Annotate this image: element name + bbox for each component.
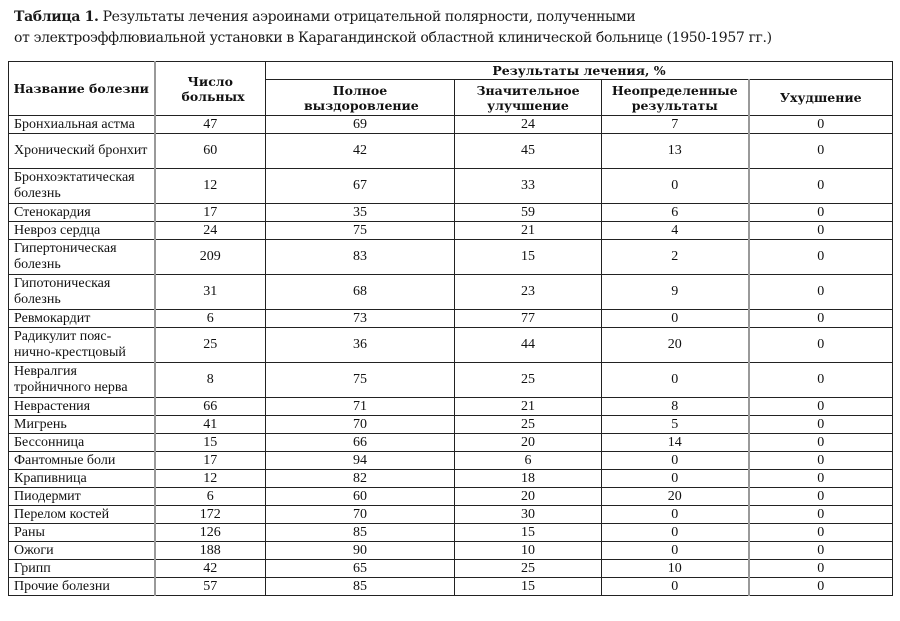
cell-undetermined: 0 bbox=[602, 542, 749, 560]
cell-significant-improvement: 20 bbox=[455, 488, 602, 506]
cell-disease-name: Хронический бронхит bbox=[9, 134, 155, 169]
cell-undetermined: 0 bbox=[602, 452, 749, 470]
cell-patients: 6 bbox=[155, 488, 266, 506]
table-row bbox=[9, 275, 893, 310]
cell-worsening: 0 bbox=[749, 116, 893, 134]
cell-worsening: 0 bbox=[749, 560, 893, 578]
table-row bbox=[9, 542, 893, 560]
cell-patients: 42 bbox=[155, 560, 266, 578]
cell-full-recovery: 60 bbox=[266, 488, 455, 506]
cell-disease-name: Радикулит пояс-нично-крестцовый bbox=[9, 328, 155, 363]
cell-patients: 66 bbox=[155, 398, 266, 416]
cell-disease-name: Бронхиальная астма bbox=[9, 116, 155, 134]
cell-undetermined: 0 bbox=[602, 169, 749, 204]
cell-full-recovery: 36 bbox=[266, 328, 455, 363]
table-row bbox=[9, 116, 893, 134]
cell-patients: 172 bbox=[155, 506, 266, 524]
cell-disease-name: Ревмокардит bbox=[9, 310, 155, 328]
cell-undetermined: 0 bbox=[602, 578, 749, 596]
cell-significant-improvement: 45 bbox=[455, 134, 602, 169]
cell-disease-name: Гипертоническая болезнь bbox=[9, 240, 155, 275]
cell-patients: 57 bbox=[155, 578, 266, 596]
table-row bbox=[9, 560, 893, 578]
header-patients: Число больных bbox=[155, 62, 266, 116]
cell-patients: 8 bbox=[155, 363, 266, 398]
cell-significant-improvement: 44 bbox=[455, 328, 602, 363]
cell-worsening: 0 bbox=[749, 416, 893, 434]
cell-disease-name: Неврастения bbox=[9, 398, 155, 416]
header-disease: Название болезни bbox=[9, 62, 155, 116]
cell-full-recovery: 71 bbox=[266, 398, 455, 416]
table-row bbox=[9, 222, 893, 240]
cell-worsening: 0 bbox=[749, 542, 893, 560]
cell-disease-name: Раны bbox=[9, 524, 155, 542]
cell-worsening: 0 bbox=[749, 240, 893, 275]
cell-full-recovery: 75 bbox=[266, 222, 455, 240]
table-row bbox=[9, 328, 893, 363]
cell-disease-name: Бронхоэктатическая болезнь bbox=[9, 169, 155, 204]
header-significant-improvement: Значительное улучшение bbox=[455, 80, 602, 116]
cell-undetermined: 20 bbox=[602, 488, 749, 506]
cell-undetermined: 13 bbox=[602, 134, 749, 169]
cell-worsening: 0 bbox=[749, 488, 893, 506]
cell-worsening: 0 bbox=[749, 434, 893, 452]
table-row bbox=[9, 240, 893, 275]
cell-worsening: 0 bbox=[749, 452, 893, 470]
table-body bbox=[9, 116, 893, 596]
cell-full-recovery: 90 bbox=[266, 542, 455, 560]
table-row bbox=[9, 169, 893, 204]
cell-significant-improvement: 25 bbox=[455, 416, 602, 434]
cell-full-recovery: 85 bbox=[266, 578, 455, 596]
table-row bbox=[9, 524, 893, 542]
table-row bbox=[9, 434, 893, 452]
cell-undetermined: 2 bbox=[602, 240, 749, 275]
cell-patients: 17 bbox=[155, 204, 266, 222]
cell-significant-improvement: 21 bbox=[455, 398, 602, 416]
cell-full-recovery: 68 bbox=[266, 275, 455, 310]
cell-significant-improvement: 18 bbox=[455, 470, 602, 488]
cell-significant-improvement: 6 bbox=[455, 452, 602, 470]
cell-significant-improvement: 23 bbox=[455, 275, 602, 310]
cell-significant-improvement: 77 bbox=[455, 310, 602, 328]
cell-significant-improvement: 20 bbox=[455, 434, 602, 452]
caption-line-2: от электроэффлювиальной установки в Карагандинской областной клинической больнице (1950-1957 гг.) bbox=[14, 30, 772, 46]
header-undetermined: Неопределенные результаты bbox=[602, 80, 749, 116]
table-row bbox=[9, 204, 893, 222]
cell-patients: 12 bbox=[155, 470, 266, 488]
cell-undetermined: 9 bbox=[602, 275, 749, 310]
cell-patients: 47 bbox=[155, 116, 266, 134]
cell-undetermined: 0 bbox=[602, 470, 749, 488]
cell-significant-improvement: 25 bbox=[455, 560, 602, 578]
table-row bbox=[9, 134, 893, 169]
cell-patients: 60 bbox=[155, 134, 266, 169]
cell-worsening: 0 bbox=[749, 578, 893, 596]
caption-label: Таблица 1. bbox=[14, 9, 99, 25]
cell-undetermined: 0 bbox=[602, 524, 749, 542]
cell-undetermined: 0 bbox=[602, 310, 749, 328]
table-row bbox=[9, 398, 893, 416]
cell-worsening: 0 bbox=[749, 328, 893, 363]
cell-disease-name: Прочие болезни bbox=[9, 578, 155, 596]
cell-disease-name: Бессонница bbox=[9, 434, 155, 452]
table-row bbox=[9, 363, 893, 398]
cell-disease-name: Крапивница bbox=[9, 470, 155, 488]
table-row bbox=[9, 578, 893, 596]
cell-full-recovery: 65 bbox=[266, 560, 455, 578]
cell-full-recovery: 69 bbox=[266, 116, 455, 134]
cell-patients: 24 bbox=[155, 222, 266, 240]
cell-significant-improvement: 15 bbox=[455, 524, 602, 542]
cell-undetermined: 10 bbox=[602, 560, 749, 578]
cell-worsening: 0 bbox=[749, 470, 893, 488]
cell-worsening: 0 bbox=[749, 310, 893, 328]
cell-full-recovery: 67 bbox=[266, 169, 455, 204]
cell-patients: 25 bbox=[155, 328, 266, 363]
cell-full-recovery: 75 bbox=[266, 363, 455, 398]
cell-disease-name: Невралгия тройничного нерва bbox=[9, 363, 155, 398]
cell-significant-improvement: 59 bbox=[455, 204, 602, 222]
header-results-group: Результаты лечения, % bbox=[266, 62, 893, 80]
cell-undetermined: 0 bbox=[602, 363, 749, 398]
table-row bbox=[9, 488, 893, 506]
cell-patients: 126 bbox=[155, 524, 266, 542]
cell-disease-name: Стенокардия bbox=[9, 204, 155, 222]
cell-significant-improvement: 15 bbox=[455, 240, 602, 275]
cell-disease-name: Фантомные боли bbox=[9, 452, 155, 470]
cell-full-recovery: 94 bbox=[266, 452, 455, 470]
cell-significant-improvement: 33 bbox=[455, 169, 602, 204]
table-caption bbox=[14, 7, 894, 49]
table-row bbox=[9, 452, 893, 470]
cell-patients: 15 bbox=[155, 434, 266, 452]
cell-significant-improvement: 21 bbox=[455, 222, 602, 240]
cell-patients: 41 bbox=[155, 416, 266, 434]
table-row bbox=[9, 506, 893, 524]
cell-significant-improvement: 10 bbox=[455, 542, 602, 560]
cell-undetermined: 20 bbox=[602, 328, 749, 363]
cell-patients: 12 bbox=[155, 169, 266, 204]
cell-full-recovery: 66 bbox=[266, 434, 455, 452]
cell-full-recovery: 82 bbox=[266, 470, 455, 488]
cell-significant-improvement: 25 bbox=[455, 363, 602, 398]
caption-line-1: Результаты лечения аэроинами отрицательной полярности, полученными bbox=[102, 9, 636, 25]
header-worsening: Ухудшение bbox=[749, 80, 893, 116]
cell-worsening: 0 bbox=[749, 506, 893, 524]
cell-full-recovery: 85 bbox=[266, 524, 455, 542]
cell-disease-name: Гипотоническая болезнь bbox=[9, 275, 155, 310]
cell-patients: 31 bbox=[155, 275, 266, 310]
cell-undetermined: 6 bbox=[602, 204, 749, 222]
cell-worsening: 0 bbox=[749, 169, 893, 204]
cell-full-recovery: 73 bbox=[266, 310, 455, 328]
table-row bbox=[9, 470, 893, 488]
cell-disease-name: Невроз сердца bbox=[9, 222, 155, 240]
cell-full-recovery: 70 bbox=[266, 506, 455, 524]
cell-worsening: 0 bbox=[749, 204, 893, 222]
table-row bbox=[9, 310, 893, 328]
cell-full-recovery: 42 bbox=[266, 134, 455, 169]
cell-disease-name: Перелом костей bbox=[9, 506, 155, 524]
cell-significant-improvement: 15 bbox=[455, 578, 602, 596]
table-row bbox=[9, 416, 893, 434]
cell-disease-name: Ожоги bbox=[9, 542, 155, 560]
cell-undetermined: 4 bbox=[602, 222, 749, 240]
cell-worsening: 0 bbox=[749, 275, 893, 310]
cell-disease-name: Грипп bbox=[9, 560, 155, 578]
results-table bbox=[8, 61, 893, 596]
cell-undetermined: 7 bbox=[602, 116, 749, 134]
cell-patients: 188 bbox=[155, 542, 266, 560]
cell-patients: 209 bbox=[155, 240, 266, 275]
cell-significant-improvement: 24 bbox=[455, 116, 602, 134]
cell-worsening: 0 bbox=[749, 524, 893, 542]
cell-full-recovery: 70 bbox=[266, 416, 455, 434]
cell-worsening: 0 bbox=[749, 134, 893, 169]
cell-patients: 6 bbox=[155, 310, 266, 328]
header-full-recovery: Полное выздоровление bbox=[266, 80, 455, 116]
cell-disease-name: Мигрень bbox=[9, 416, 155, 434]
cell-worsening: 0 bbox=[749, 363, 893, 398]
cell-full-recovery: 35 bbox=[266, 204, 455, 222]
cell-undetermined: 5 bbox=[602, 416, 749, 434]
cell-undetermined: 14 bbox=[602, 434, 749, 452]
cell-disease-name: Пиодермит bbox=[9, 488, 155, 506]
cell-undetermined: 8 bbox=[602, 398, 749, 416]
cell-worsening: 0 bbox=[749, 398, 893, 416]
cell-patients: 17 bbox=[155, 452, 266, 470]
cell-worsening: 0 bbox=[749, 222, 893, 240]
cell-undetermined: 0 bbox=[602, 506, 749, 524]
cell-full-recovery: 83 bbox=[266, 240, 455, 275]
cell-significant-improvement: 30 bbox=[455, 506, 602, 524]
